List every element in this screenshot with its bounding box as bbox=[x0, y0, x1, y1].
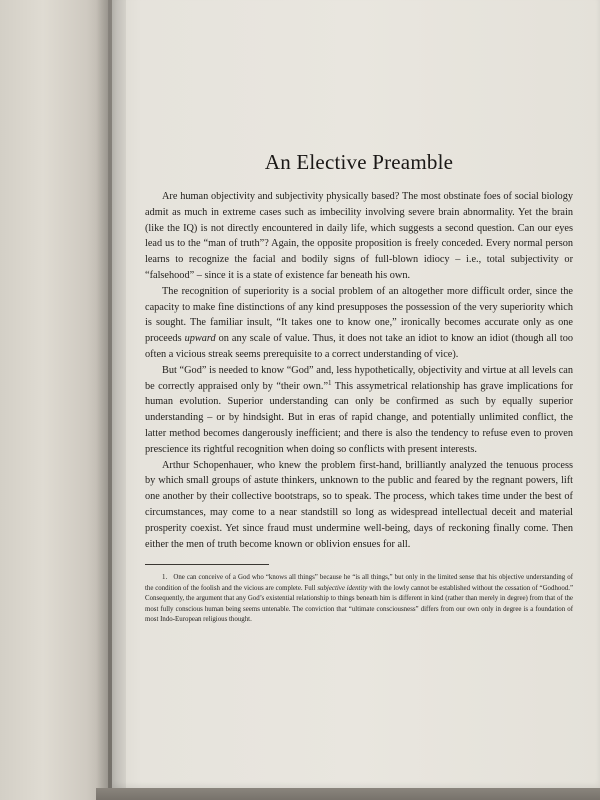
footnote-text-end: with the lowly cannot be established without the cessation of “Godhood.” Consequently, the argument that any God’s existential relationship to things beneath him is different in kind (rather than merely in degree) from that of the most fully conscious human being seems untenable. The conviction that “ultimate consciousness” differs from our own only in degree is a foundation of most Indo-European religious thought. bbox=[145, 584, 574, 623]
paragraph-1 bbox=[145, 189, 573, 284]
footnote-divider bbox=[145, 564, 269, 565]
footnote-text-start: One can conceive of a God who “knows all things” because he “is all things,” but only in the limited sense that his objective understanding of the condition of the foolish and the vicious are complete. Full bbox=[145, 574, 573, 592]
paragraph-3-text-start: But “God” is needed to know “God” and, less hypothetically, objectivity and virtue at all levels can be correctly appraised only by “their own.” bbox=[145, 364, 573, 392]
paragraph-3 bbox=[145, 363, 573, 458]
paragraph-1-text: Are human objectivity and subjectivity physically based? The most obstinate foes of social biology admit as much in extreme cases such as imbecility involving severe brain abnormality. Yet the brain (like the IQ) is not directly encountered in daily life, which suggests a second question. Can our eyes lead us to the “man of truth”? Again, the opposite proposition is freely conceded. Every normal person learns to recognize the facial and bodily signs of full-blown idiocy – i.e., total subjectivity or “falsehood” – since it is a state of existence far beneath his own. bbox=[145, 191, 573, 281]
footnote bbox=[145, 573, 573, 625]
paragraph-2-text-start: The recognition of superiority is a social problem of an altogether more difficult order, since the capacity to make fine distinctions of any kind presupposes the possession of the very superiority which is sought. The familiar insult, “It takes one to know one,” ironically becomes accurate only as one proceeds bbox=[145, 285, 573, 345]
paragraph-2-text-end: on any scale of value. Thus, it does not take an idiot to know an idiot (though all too often a vicious streak seems prerequisite to a correct understanding of vice). bbox=[145, 333, 573, 360]
left-page-edge bbox=[0, 0, 108, 800]
footnote-number: 1. bbox=[162, 574, 168, 582]
footnote-reference: 1 bbox=[328, 378, 332, 387]
paragraph-4-text: Arthur Schopenhauer, who knew the problem first-hand, brilliantly analyzed the tenuous process by which small groups of astute thinkers, unknown to the public and feared by the regnant powers, lift one another by their collective bootstraps, so to speak. The process, which takes time under the best of circumstances, may come to a near standstill so long as widespread intellectual deceit and material prosperity coexist. Yet since fraud must undermine well-being, days of reckoning finally come. Then either the men of truth become known or oblivion ensues for all. bbox=[145, 459, 573, 550]
book-gutter bbox=[96, 0, 126, 800]
paragraph-2-emphasis: upward bbox=[184, 333, 216, 345]
chapter-title: An Elective Preamble bbox=[264, 150, 454, 174]
page-bottom-shadow bbox=[96, 788, 600, 800]
footnote-emphasis: subjective identity bbox=[317, 584, 368, 592]
paragraph-4 bbox=[145, 458, 573, 553]
paragraph-2 bbox=[145, 284, 573, 363]
page-content bbox=[145, 150, 573, 625]
paragraph-3-text-end: This assymetrical relationship has grave implications for human evolution. Superior understanding can only be confirmed as such by equally superior understanding – or by hindsight. But in eras of rapid change, and potentially unlimited conflict, the latter method becomes dangerously inefficient; and there is also the tendency to refuse even to proven prescience its rightful recognition when doing so conflicts with present interests. bbox=[145, 380, 573, 455]
